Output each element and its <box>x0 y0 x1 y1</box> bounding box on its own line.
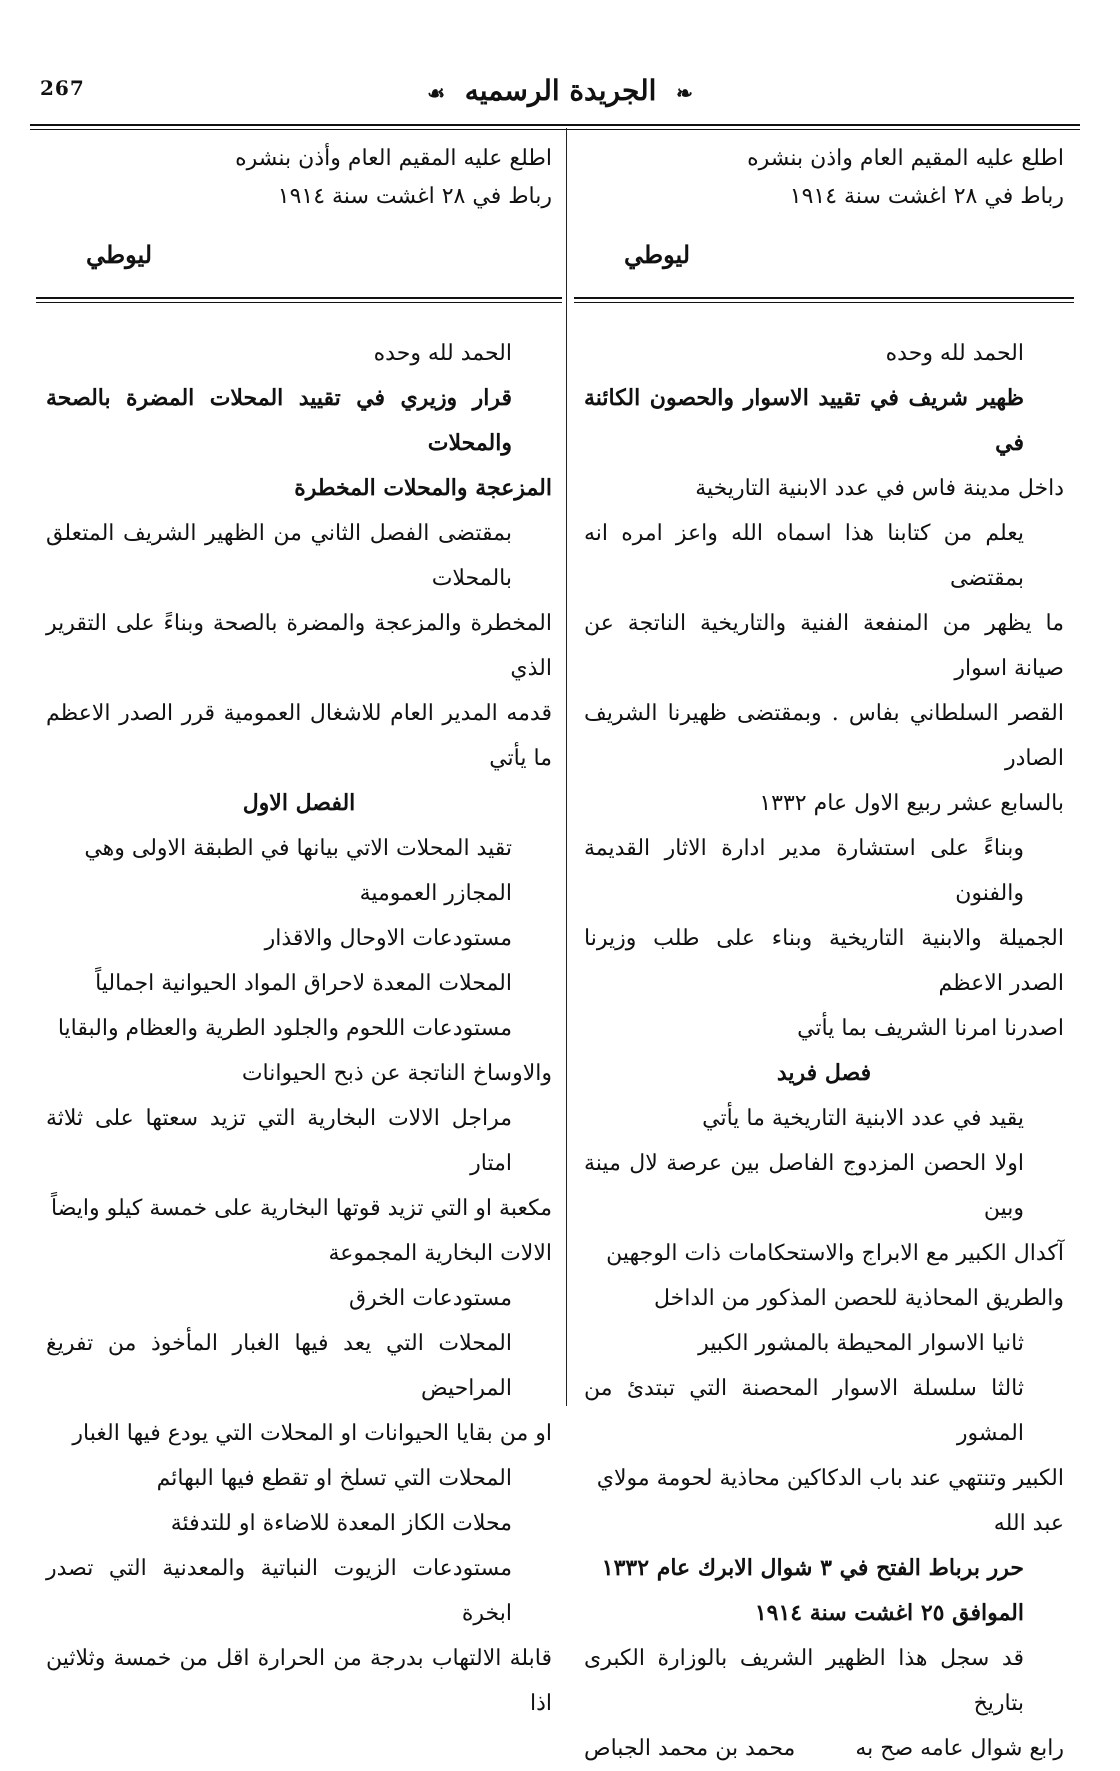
text-line: مستودعات الاوحال والاقذار <box>264 926 512 951</box>
ornament-icon: ❧ <box>676 80 693 105</box>
text-line: آكدال الكبير مع الابراج والاستحكامات ذات الوجهين <box>606 1241 1064 1266</box>
text-line: المحلات المعدة لاحراق المواد الحيوانية اجمالياً <box>95 971 512 996</box>
masthead-title: الجريدة الرسميه <box>464 74 657 107</box>
closing-line: حرر برباط الفتح في ٣ شوال الابرك عام ١٣٣٢ <box>601 1555 1024 1581</box>
text-line: مستودعات اللحوم والجلود الطرية والعظام والبقايا <box>57 1016 512 1041</box>
approval-block <box>584 140 1064 216</box>
text-line: مستودعات الزيوت النباتية والمعدنية التي تصدر ابخرة <box>46 1556 512 1626</box>
text-line: محلات الكاز المعدة للاضاءة او للتدفئة <box>170 1511 512 1536</box>
text-line: ما يظهر من المنفعة الفنية والتاريخية الناتجة عن صيانة اسوار <box>584 611 1064 681</box>
approval-block <box>46 140 552 216</box>
section-title: فصل فريد <box>776 1060 872 1086</box>
left-column <box>46 140 552 1726</box>
text-line: اولا الحصن المزدوج الفاصل بين عرصة لال مينة وبين <box>584 1151 1024 1221</box>
text-line: ثالثا سلسلة الاسوار المحصنة التي تبتدئ من المشور <box>584 1376 1024 1446</box>
text-line: والاوساخ الناتجة عن ذبح الحيوانات <box>241 1061 552 1086</box>
text-line: اصدرنا امرنا الشريف بما يأتي <box>797 1016 1064 1041</box>
text-line: المخطرة والمزعجة والمضرة بالصحة وبناءً على التقرير الذي <box>46 611 552 681</box>
text-line: المزعجة والمحلات المخطرة <box>294 475 552 501</box>
right-column <box>584 140 1064 1771</box>
signature: ليوطي <box>624 240 691 269</box>
approval-line: اطلع عليه المقيم العام وأذن بنشره <box>235 146 552 171</box>
praise-line: الحمد لله وحده <box>885 341 1024 366</box>
text-line: مراجل الالات البخارية التي تزيد سعتها على ثلاثة امتار <box>46 1106 512 1176</box>
text-line: المجازر العمومية <box>359 881 512 906</box>
approval-line: اطلع عليه المقيم العام واذن بنشره <box>747 146 1064 171</box>
signature: ليوطي <box>86 240 153 269</box>
dahir-title: ظهير شريف في تقييد الاسوار والحصون الكائنة في <box>584 385 1024 456</box>
ornament-icon: ☙ <box>427 80 446 105</box>
approval-date: رباط في ٢٨ اغشت سنة ١٩١٤ <box>789 184 1064 209</box>
text-line: والطريق المحاذية للحصن المذكور من الداخل <box>653 1286 1064 1311</box>
text-line: وبناءً على استشارة مدير ادارة الاثار القديمة والفنون <box>584 836 1024 906</box>
column-divider <box>566 128 567 1406</box>
text-line: المحلات التي يعد فيها الغبار المأخوذ من تفريغ المراحيض <box>46 1331 512 1401</box>
text-line: ثانيا الاسوار المحيطة بالمشور الكبير <box>698 1331 1024 1356</box>
registration-footer <box>584 1726 1064 1771</box>
section-rule <box>574 297 1074 303</box>
text-line: قدمه المدير العام للاشغال العمومية قرر الصدر الاعظم ما يأتي <box>46 701 552 771</box>
text-line: يقيد في عدد الابنية التاريخية ما يأتي <box>702 1106 1024 1131</box>
text-line: مستودعات الخرق <box>349 1286 512 1311</box>
text-line: داخل مدينة فاس في عدد الابنية التاريخية <box>695 476 1064 501</box>
registration-line: قد سجل هذا الظهير الشريف بالوزارة الكبرى بتاريخ <box>584 1646 1024 1716</box>
text-line: تقيد المحلات الاتي بيانها في الطبقة الاولى وهي <box>84 836 512 861</box>
praise-line: الحمد لله وحده <box>373 341 512 366</box>
approval-date: رباط في ٢٨ اغشت سنة ١٩١٤ <box>277 184 552 209</box>
text-line: المحلات التي تسلخ او تقطع فيها البهائم <box>156 1466 512 1491</box>
text-line: قابلة الالتهاب بدرجة من الحرارة اقل من خمسة وثلاثين اذا <box>46 1646 552 1716</box>
decree-title: قرار وزيري في تقييد المحلات المضرة بالصحة والمحلات <box>46 385 512 456</box>
registration-date: رابع شوال عامه صح به <box>855 1736 1064 1761</box>
section-rule <box>36 297 562 303</box>
section-title: الفصل الاول <box>242 790 356 816</box>
text-line: بالسابع عشر ربيع الاول عام ١٣٣٢ <box>759 791 1064 816</box>
text-line: مكعبة او التي تزيد قوتها البخارية على خمسة كيلو وايضاً <box>50 1196 552 1221</box>
text-line: عبد الله <box>993 1511 1064 1536</box>
text-line: او من بقايا الحيوانات او المحلات التي يودع فيها الغبار <box>72 1421 552 1446</box>
text-line: بمقتضى الفصل الثاني من الظهير الشريف المتعلق بالمحلات <box>46 521 512 591</box>
masthead <box>300 74 820 107</box>
text-line: الكبير وتنتهي عند باب الدكاكين محاذية لحومة مولاي <box>596 1466 1064 1491</box>
text-line: الجميلة والابنية التاريخية وبناء على طلب وزيرنا الصدر الاعظم <box>584 926 1064 996</box>
closing-date: الموافق ٢٥ اغشت سنة ١٩١٤ <box>754 1600 1024 1626</box>
text-line: يعلم من كتابنا هذا اسماه الله واعز امره انه بمقتضى <box>584 521 1024 591</box>
text-line: الالات البخارية المجموعة <box>328 1241 552 1266</box>
header-rule <box>30 124 1080 130</box>
text-line: القصر السلطاني بفاس . وبمقتضى ظهيرنا الشريف الصادر <box>584 701 1064 771</box>
registrar-name: محمد بن محمد الجباص <box>584 1736 796 1761</box>
page-number: 267 <box>40 76 85 100</box>
